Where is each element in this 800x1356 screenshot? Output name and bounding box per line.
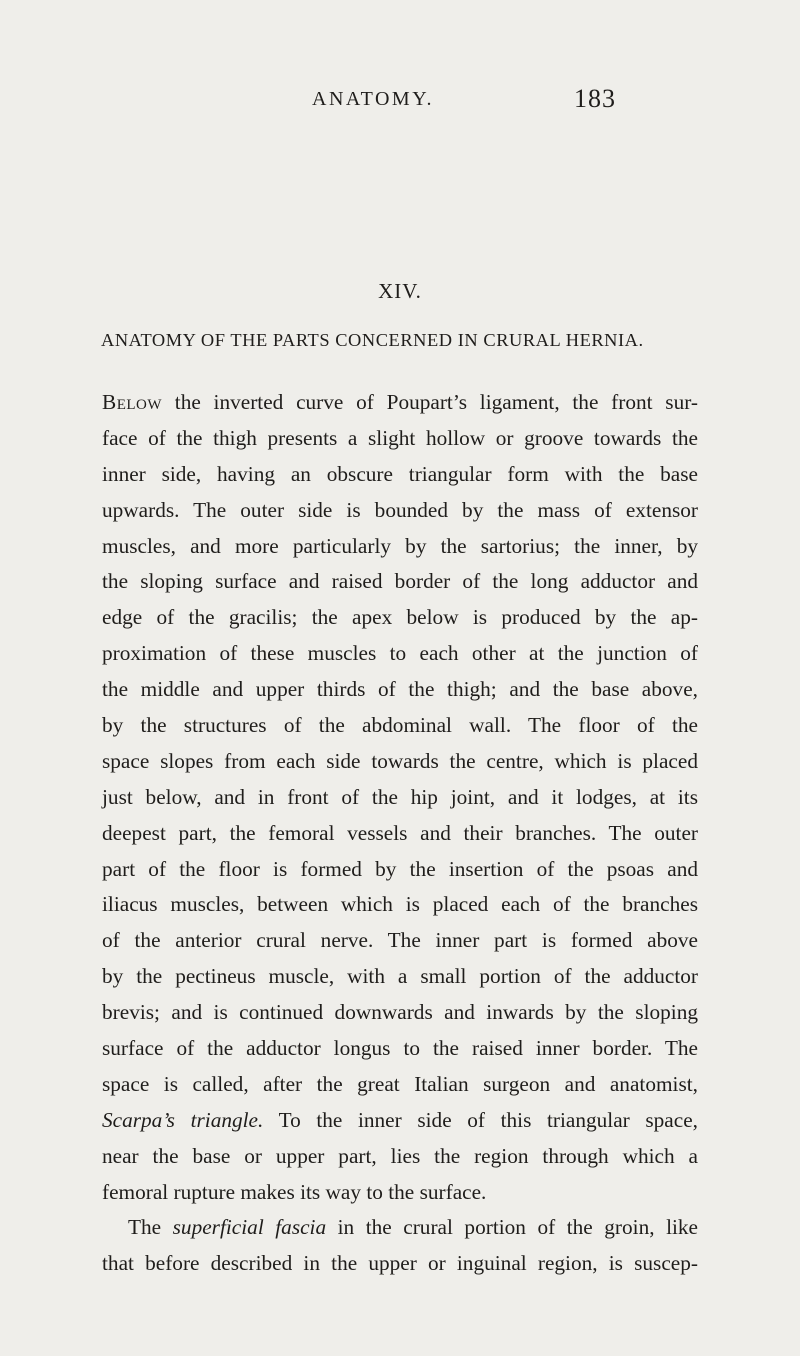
line-text: the inverted curve of Poupart’s ligament, the front sur- (162, 390, 698, 414)
text-line: just below, and in front of the hip joint, and it lodges, at its (102, 784, 698, 809)
italic-term: Scarpa’s triangle. (102, 1107, 264, 1132)
text-line: muscles, and more particularly by the sartorius; the inner, by (102, 533, 698, 558)
text-line: the middle and upper thirds of the thigh; and the base above, (102, 677, 698, 702)
running-title: ANATOMY. (312, 88, 435, 110)
line-text: The (128, 1215, 173, 1240)
text-line: inner side, having an obscure triangular form with the base (102, 461, 698, 486)
chapter-title: ANATOMY OF THE PARTS CONCERNED IN CRURAL HERNIA. (101, 330, 644, 350)
text-line: space slopes from each side towards the centre, which is placed (102, 748, 698, 773)
running-head (0, 84, 800, 124)
text-line: deepest part, the femoral vessels and their branches. The outer (102, 820, 698, 845)
text-line: proximation of these muscles to each other at the junction of (102, 641, 698, 666)
text-line: part of the floor is formed by the insertion of the psoas and (102, 856, 698, 881)
page-number: 183 (574, 84, 616, 113)
text-line: of the anterior crural nerve. The inner part is formed above (102, 928, 698, 953)
text-line: the sloping surface and raised border of the long adductor and (102, 569, 698, 594)
chapter-number: XIV. (378, 279, 422, 303)
italic-term: superficial fascia (172, 1215, 327, 1240)
line-text: in the crural portion of the groin, like (326, 1215, 698, 1240)
text-line: near the base or upper part, lies the region through which a (102, 1143, 698, 1168)
text-line: by the structures of the abdominal wall. The floor of the (102, 713, 698, 738)
text-line (102, 385, 698, 421)
opening-word: Below (102, 390, 163, 414)
text-line (102, 1103, 698, 1139)
text-line: that before described in the upper or inguinal region, is suscep- (102, 1251, 698, 1276)
text-line: upwards. The outer side is bounded by the mass of extensor (102, 497, 698, 522)
line-text: To the inner side of this triangular space, (263, 1107, 698, 1132)
body-text (102, 385, 698, 1282)
text-line: femoral rupture makes its way to the surface. (102, 1179, 487, 1204)
text-line: edge of the gracilis; the apex below is produced by the ap- (102, 605, 698, 630)
text-line: by the pectineus muscle, with a small portion of the adductor (102, 964, 698, 989)
text-line (102, 1210, 698, 1246)
text-line: surface of the adductor longus to the raised inner border. The (102, 1036, 698, 1061)
text-line: iliacus muscles, between which is placed each of the branches (102, 892, 698, 917)
text-line: space is called, after the great Italian surgeon and anatomist, (102, 1071, 698, 1096)
text-line: brevis; and is continued downwards and inwards by the sloping (102, 1000, 698, 1025)
text-line: face of the thigh presents a slight hollow or groove towards the (102, 425, 698, 450)
